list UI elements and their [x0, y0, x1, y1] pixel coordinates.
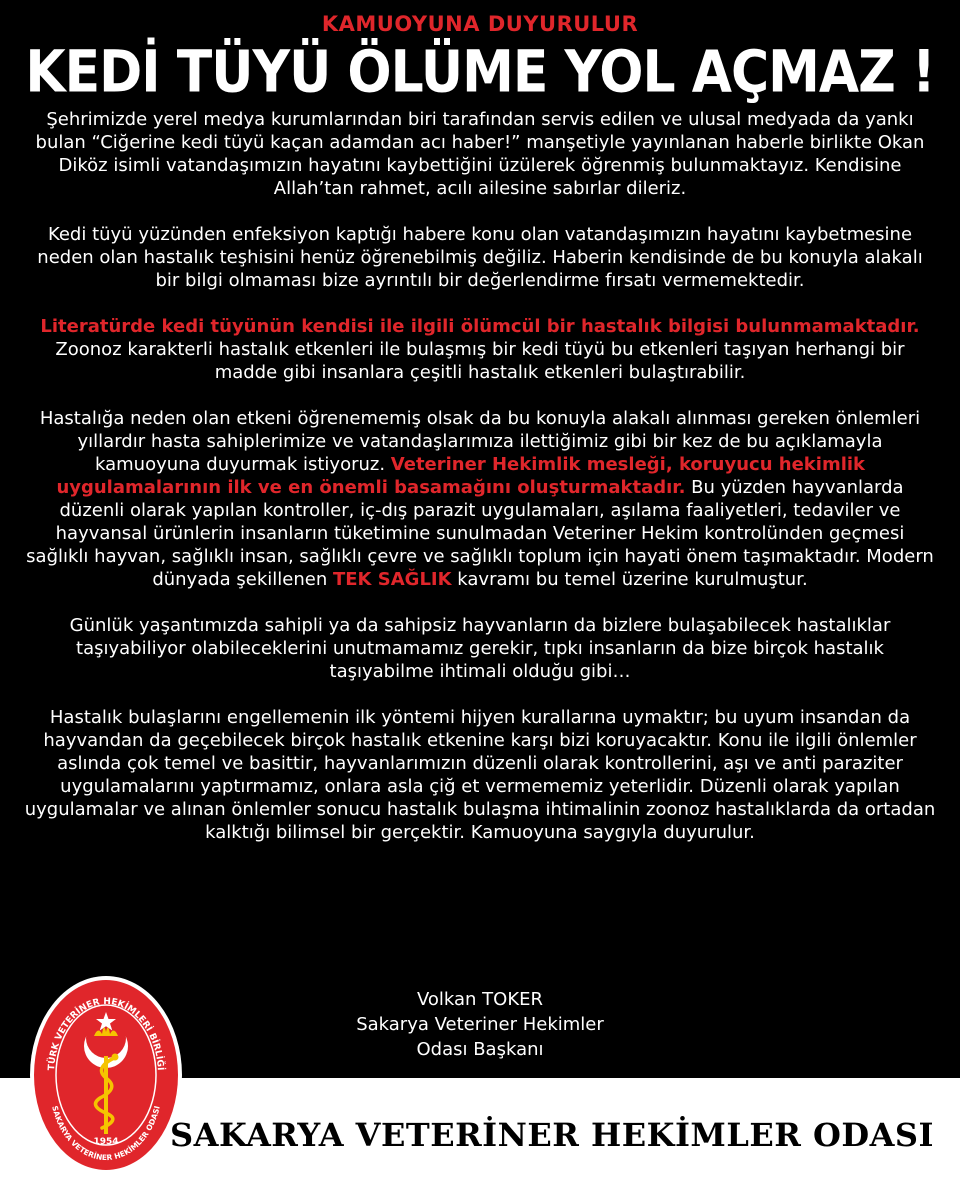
- logo-top-text: TÜRK VETERİNER HEKİMLERİ BİRLİĞİ: [47, 996, 165, 1071]
- announcement-body: [24, 108, 936, 867]
- paragraph-4-text-b: Bu yüzden hayvanlarda düzenli olarak yapılan kontroller, iç-dış parazit uygulamaları, aşılama faaliyetleri, tedaviler ve hayvansal ürünlerin insanların tüketimine sunulmadan Veteriner Hekim kontrolünden geçmesi sağlıklı hayvan, sağlıklı insan, sağlıklı çevre ve sağlıklı toplum için hayati önem taşımaktadır. Modern dünyada şekillenen: [26, 477, 934, 590]
- paragraph-5: Günlük yaşantımızda sahipli ya da sahipsiz hayvanların da bizlere bulaşabilecek hastalıklar taşıyabiliyor olabileceklerini unutmamamız gerekir, tıpkı insanların da bize birçok hastalık taşıyabilme ihtimali olduğu gibi…: [69, 615, 891, 682]
- logo-year: 1954: [93, 1137, 119, 1147]
- paragraph-4-text-a: Hastalığa neden olan etkeni öğrenememiş olsak da bu konuyla alakalı alınması gereken önlemleri yıllardır hasta sahiplerimize ve vatandaşlarımıza ilettiğimiz gibi bir kez de bu açıklamayla kamuoyuna duyurmak istiyoruz.: [39, 408, 921, 475]
- page-title: KEDİ TÜYÜ ÖLÜME YOL AÇMAZ !: [25, 38, 935, 107]
- signature-block: [280, 987, 680, 1062]
- paragraph-2-text: Kedi tüyü yüzünden enfeksiyon kaptığı habere konu olan vatandaşımızın hayatını kaybetmesine neden olan hastalık teşhisini henüz öğrenebilmiş değiliz. Haberin kendisinde de bu konuyla alakalı bir bilgi olmaması bize ayrıntılı bir değerlendirme fırsatı vermemektedir.: [37, 224, 923, 291]
- paragraph-1: Şehrimizde yerel medya kurumlarından biri tarafından servis edilen ve ulusal medyada da yankı bulan “Ciğerine kedi tüyü kaçan adamdan acı haber!” manşetiyle yayınlanan haberle birlikte Okan Diköz isimli vatandaşımızın hayatını kaybettiğini üzülerek öğrenmiş bulunmaktayız. Kendisine Allah’tan rahmet, acılı ailesine sabırlar dileriz.: [35, 109, 925, 199]
- signature-role-line-2: Odası Başkanı: [416, 1039, 544, 1060]
- paragraph-6: Hastalık bulaşlarını engellemenin ilk yöntemi hijyen kurallarına uymaktır; bu uyum insandan da hayvandan da geçebilecek birçok hastalık etkenine karşı bizi koruyacaktır. Konu ile ilgili önlemler aslında çok temel ve basittir, hayvanlarımızın düzenli olarak kontrollerini, aşı ve anti paraziter uygulamalarını yaptırmamız, onlara asla çiğ et vermememiz yeterlidir. Düzenli olarak yapılan uygulamalar ve alınan önlemler sonucu hastalık bulaşma ihtimalinin zoonoz hastalıklarda da ortadan kalktığı bilimsel bir gerçektir. Kamuoyuna saygıyla duyurulur.: [24, 707, 936, 843]
- signature-name: Volkan TOKER: [416, 989, 544, 1010]
- footer-title: SAKARYA VETERİNER HEKİMLER ODASI: [170, 1116, 934, 1154]
- chamber-logo: [28, 974, 184, 1176]
- paragraph-2: [24, 223, 936, 292]
- paragraph-4: [24, 407, 936, 591]
- paragraph-4-highlight: Veteriner Hekimlik mesleği, koruyucu hekimlik uygulamalarının ilk ve en önemli basamağını oluşturmaktadır.: [56, 454, 866, 498]
- announcement-kicker: KAMUOYUNA DUYURULUR: [321, 12, 639, 36]
- paragraph-3-highlight: Literatürde kedi tüyünün kendisi ile ilgili ölümcül bir hastalık bilgisi bulunmamaktadır.: [40, 316, 920, 337]
- paragraph-3: [24, 315, 936, 384]
- paragraph-3-text: Zoonoz karakterli hastalık etkenleri ile bulaşmış bir kedi tüyü bu etkenleri taşıyan herhangi bir madde gibi insanlara çeşitli hastalık etkenleri bulaştırabilir.: [55, 339, 905, 383]
- signature-role-line-1: Sakarya Veteriner Hekimler: [356, 1014, 604, 1035]
- logo-bottom-text: SAKARYA VETERİNER HEKİMLER ODASI: [50, 1104, 162, 1163]
- tek-saglik-highlight: TEK SAĞLIK: [332, 569, 452, 590]
- paragraph-4-text-c: kavramı bu temel üzerine kurulmuştur.: [451, 569, 808, 590]
